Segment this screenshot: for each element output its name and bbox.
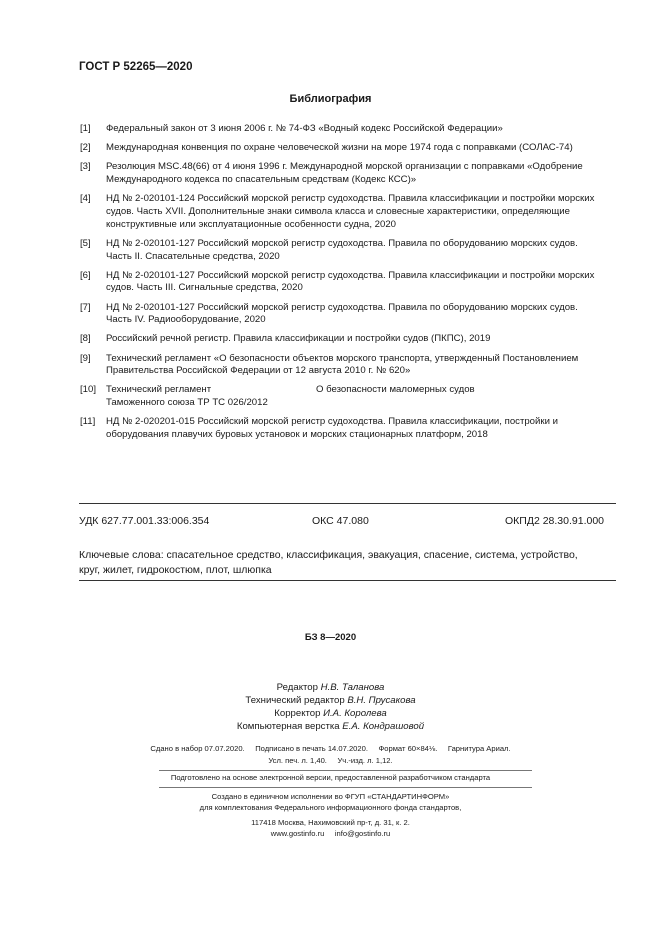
entry-text xyxy=(106,193,616,231)
entry-text xyxy=(106,123,616,136)
keywords-line: Ключевые слова: спасательное средство, классификация, эвакуация, спасение, система, устройство, xyxy=(79,549,578,561)
publisher-address: 117418 Москва, Нахимовский пр-т, д. 31, к. 2. xyxy=(251,818,410,827)
publisher-line: Создано в единичном исполнении во ФГУП «СТАНДАРТИНФОРМ» xyxy=(211,792,450,801)
udk-code: УДК 627.77.001.33:006.354 xyxy=(79,515,210,527)
bibliography-entry xyxy=(80,142,616,155)
entry-number: [8] xyxy=(80,333,91,345)
entry-line: Российский речной регистр. Правила классификации и постройки судов (ПКПС), 2019 xyxy=(106,333,491,345)
entry-text xyxy=(106,416,616,442)
entry-line: Таможенного союза ТР ТС 026/2012 xyxy=(106,397,268,409)
staff-line: Корректор И.А. Королева xyxy=(274,708,387,719)
entry-line: НД № 2-020101-124 Российский морской регистр судоходства. Правила классификации и постройки морских xyxy=(106,193,595,205)
entry-text xyxy=(106,270,616,296)
entry-line: судов. Часть III. Сигнальные средства, 2020 xyxy=(106,282,303,294)
bibliography-entry xyxy=(80,333,616,346)
entry-line: конструктивные или эксплуатационные особенности судна, 2020 xyxy=(106,218,397,230)
bibliography-list xyxy=(80,123,616,448)
entry-line: НД № 2-020101-127 Российский морской регистр судоходства. Правила по оборудованию морских судов. xyxy=(106,237,578,249)
publisher-contacts: www.gostinfo.ru info@gostinfo.ru xyxy=(270,829,391,838)
entry-line: Часть II. Спасательные средства, 2020 xyxy=(106,250,280,262)
entry-number: [3] xyxy=(80,161,91,173)
print-info-line: Усл. печ. л. 1,40. Уч.-изд. л. 1,12. xyxy=(268,756,393,765)
entry-line: Технический регламент xyxy=(106,384,212,396)
bibliography-entry xyxy=(80,302,616,328)
bibliography-title: Библиография xyxy=(289,93,372,105)
entry-text xyxy=(106,142,616,155)
entry-number: [1] xyxy=(80,123,91,134)
entry-line: НД № 2-020101-127 Российский морской регистр судоходства. Правила по оборудованию морских судов. xyxy=(106,301,578,313)
entry-number: [4] xyxy=(80,193,91,205)
entry-number: [7] xyxy=(80,301,91,313)
staff-line: Редактор Н.В. Таланова xyxy=(276,682,385,693)
print-info-line: Сдано в набор 07.07.2020. Подписано в печать 14.07.2020. Формат 60×84⅛. Гарнитура Ариал. xyxy=(150,744,511,753)
entry-text xyxy=(106,238,616,264)
bibliography-entry xyxy=(80,384,616,410)
entry-text xyxy=(106,161,616,187)
entry-line: Международная конвенция по охране человеческой жизни на море 1974 года с поправками (СОЛАС-74) xyxy=(106,142,573,154)
prepared-note: Подготовлено на основе электронной версии, предоставленной разработчиком стандарта xyxy=(170,773,491,782)
entry-text xyxy=(106,353,616,379)
entry-line: Часть IV. Радиооборудование, 2020 xyxy=(106,314,266,326)
entry-number: [10] xyxy=(80,384,97,396)
bibliography-entry xyxy=(80,238,616,264)
bz-number: БЗ 8—2020 xyxy=(304,632,357,643)
bibliography-entry xyxy=(80,416,616,442)
staff-line: Компьютерная верстка Е.А. Кондрашовой xyxy=(236,721,425,732)
divider xyxy=(159,770,532,771)
entry-line: НД № 2-020101-127 Российский морской регистр судоходства. Правила классификации и постройки морских xyxy=(106,269,595,281)
entry-number: [6] xyxy=(80,269,91,281)
bibliography-entry xyxy=(80,193,616,231)
entry-number: [5] xyxy=(80,237,91,249)
entry-line: НД № 2-020201-015 Российский морской регистр судоходства. Правила классификации, постройки и xyxy=(106,416,558,428)
entry-number: [2] xyxy=(80,142,91,154)
divider xyxy=(79,503,616,504)
bibliography-entry xyxy=(80,270,616,296)
entry-text xyxy=(106,333,616,346)
entry-line: Международного кодекса по спасательным средствам (Кодекс КСС)» xyxy=(106,173,417,185)
entry-text xyxy=(106,302,616,328)
bibliography-entry xyxy=(80,353,616,379)
keywords xyxy=(79,548,616,577)
staff-line: Технический редактор В.Н. Прусакова xyxy=(245,695,416,706)
bibliography-entry xyxy=(80,161,616,187)
entry-text xyxy=(106,384,616,410)
oks-code: ОКС 47.080 xyxy=(312,515,369,527)
publisher-line: для комплектования Федерального информационного фонда стандартов, xyxy=(199,803,462,812)
divider xyxy=(79,580,616,581)
entry-line: судов. Часть XVII. Дополнительные знаки символа класса и словесные характеристики, определяющие xyxy=(106,205,570,217)
entry-number: [9] xyxy=(80,352,91,364)
standard-number: ГОСТ Р 52265—2020 xyxy=(79,61,193,73)
entry-line: Резолюция MSC.48(66) от 4 июня 1996 г. Международной морской организации с поправками «Одобрение xyxy=(106,161,583,173)
bibliography-entry xyxy=(80,123,616,136)
entry-title: О безопасности маломерных судов xyxy=(316,384,475,396)
entry-number: [11] xyxy=(80,416,96,428)
entry-line: Технический регламент «О безопасности объектов морского транспорта, утвержденный Постановлением xyxy=(106,352,579,364)
entry-line: оборудования плавучих буровых установок и морских стационарных платформ, 2018 xyxy=(106,429,488,441)
entry-line: Федеральный закон от 3 июня 2006 г. № 74-ФЗ «Водный кодекс Российской Федерации» xyxy=(106,123,503,134)
staff-credits xyxy=(0,681,661,733)
divider xyxy=(159,787,532,788)
keywords-line: круг, жилет, гидрокостюм, плот, шлюпка xyxy=(79,563,272,576)
entry-line: Правительства Российской Федерации от 12 августа 2010 г. № 620» xyxy=(106,365,411,377)
okpd-code: ОКПД2 28.30.91.000 xyxy=(505,515,605,527)
